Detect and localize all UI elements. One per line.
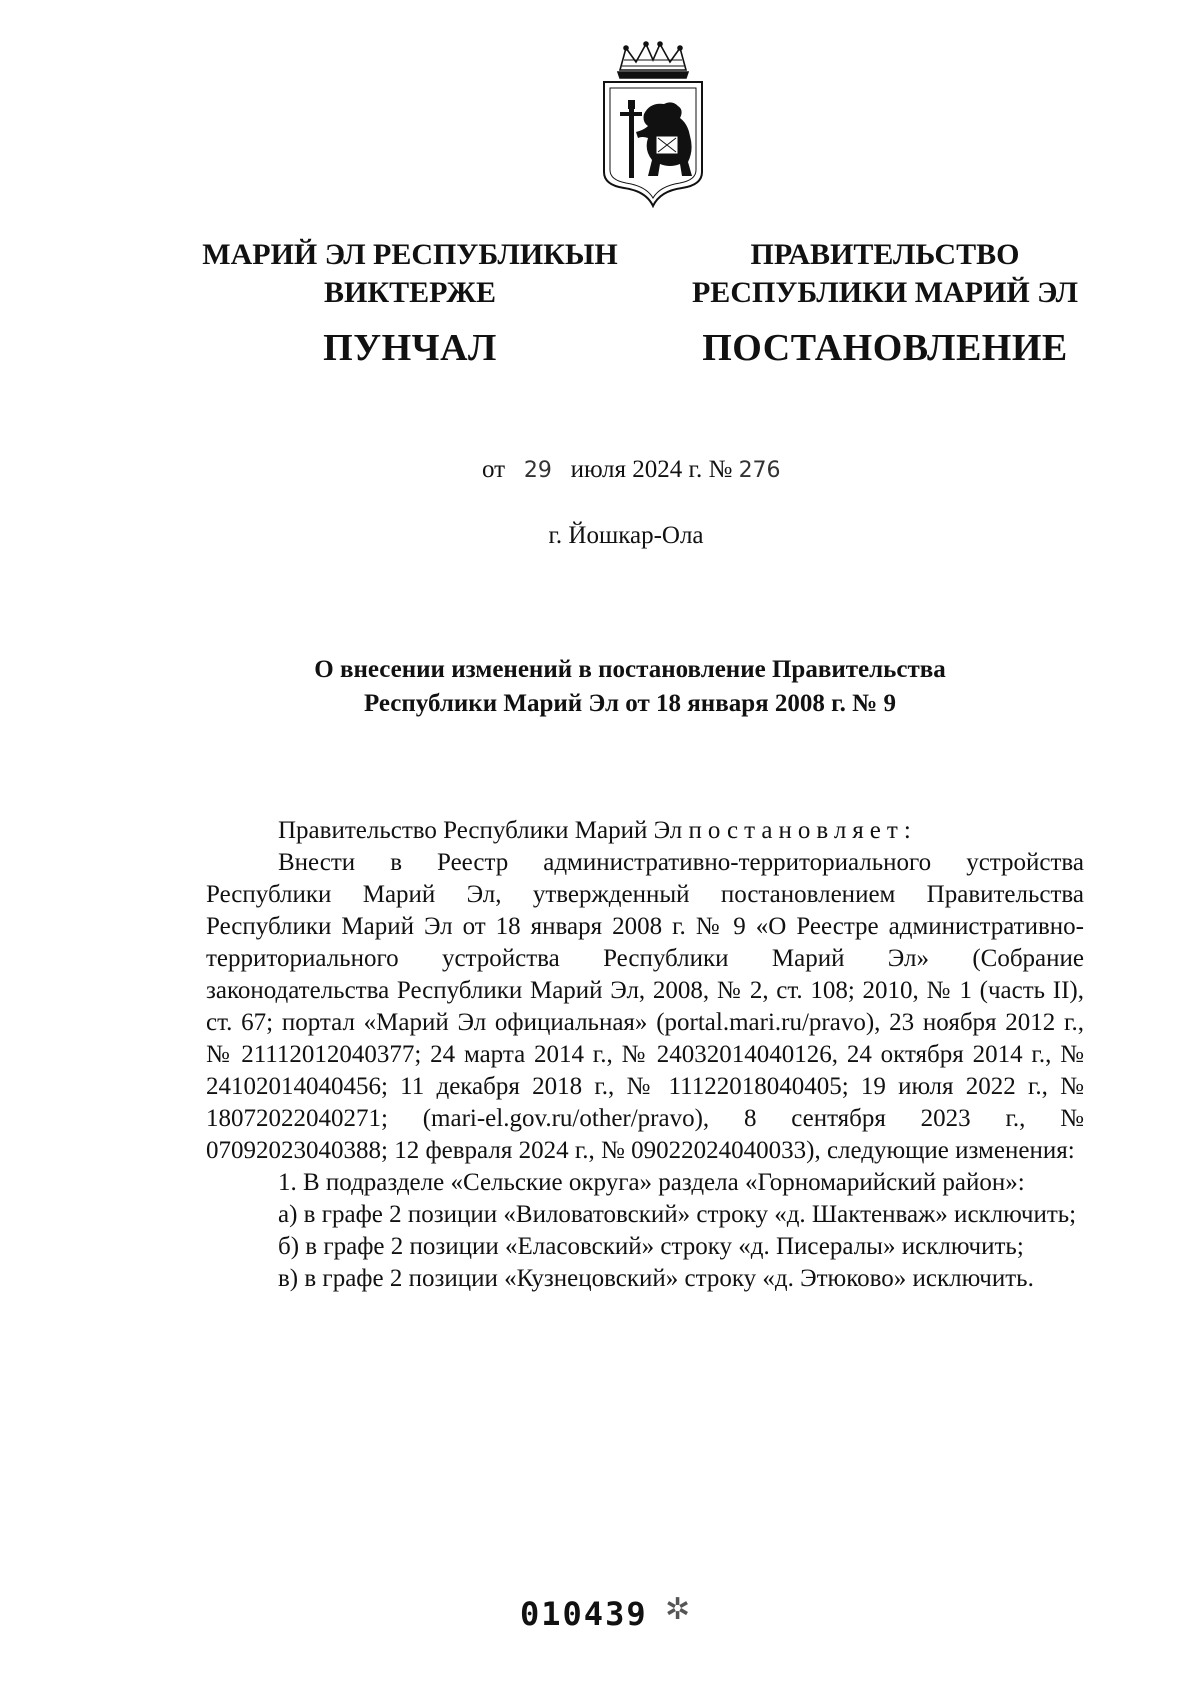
header-right-block	[655, 236, 1115, 370]
date-day: 29	[523, 458, 552, 483]
body-main-paragraph: Республики Марий Эл, утвержденный постановлением Правительства Республики Марий Эл от 18 января 2008 г. № 9 «О Реестре административно-территориального устройства Республики Марий Эл» (Собрание законодательства Республики Марий Эл, 2008, № 2, ст. 108; 2010, № 1 (часть II), ст. 67; портал «Марий Эл официальная» (portal.mari.ru/pravo), 23 ноября 2012 г., № 21112012040377; 24 марта 2014 г., № 24032014040126, 24 октября 2014 г., № 24102014040456; 11 декабря 2018 г., № 11122018040405; 19 июля 2022 г., № 18072022040271; (mari-el.gov.ru/other/pravo), 8 сентября 2023 г., № 07092023040388; 12 февраля 2024 г., № 09022024040033), следующие изменения:	[206, 881, 1084, 1164]
date-prefix: от	[482, 456, 506, 483]
header-right-line1: ПРАВИТЕЛЬСТВО	[750, 238, 1020, 271]
body-item-a: а) в графе 2 позиции «Виловатовский» строку «д. Шактенваж» исключить;	[278, 1201, 1077, 1228]
header-left-line2: ВИКТЕРЖЕ	[323, 276, 497, 309]
header-left-line1: МАРИЙ ЭЛ РЕСПУБЛИКЫН	[202, 238, 618, 271]
serial-number: 010439	[520, 1595, 648, 1633]
title-line2: Республики Марий Эл от 18 января 2008 г. № 9	[363, 690, 897, 717]
document-date-line	[482, 456, 781, 484]
body-item-c: в) в графе 2 позиции «Кузнецовский» строку «д. Этюково» исключить.	[278, 1265, 1034, 1292]
header-right-doc-type: ПОСТАНОВЛЕНИЕ	[702, 327, 1068, 369]
body-item-b: б) в графе 2 позиции «Еласовский» строку «д. Писералы» исключить;	[278, 1233, 1024, 1260]
document-title	[180, 653, 1080, 721]
intro-text: Правительство Республики Марий Эл	[278, 817, 683, 844]
body-item-1: 1. В подразделе «Сельские округа» раздела «Горномарийский район»:	[278, 1169, 1025, 1196]
header-left-block	[180, 236, 640, 370]
document-city: г. Йошкар-Ола	[548, 522, 704, 549]
title-line1: О внесении изменений в постановление Правительства	[314, 656, 946, 683]
body-intro-paragraph	[206, 815, 1084, 847]
header-right-line2: РЕСПУБЛИКИ МАРИЙ ЭЛ	[691, 276, 1078, 309]
document-number: 276	[738, 458, 781, 483]
header-left-doc-type: ПУНЧАЛ	[323, 327, 497, 369]
intro-verb: постановляет:	[688, 817, 917, 844]
coat-of-arms-emblem	[598, 40, 708, 208]
crown-icon	[618, 42, 688, 78]
date-month-year: июля 2024 г. №	[570, 456, 733, 483]
body-main-line1: Внести в Реестр административно-территориального устройства	[278, 849, 1084, 876]
document-body	[206, 815, 1084, 1295]
serial-mark-icon: ✲	[665, 1593, 691, 1626]
